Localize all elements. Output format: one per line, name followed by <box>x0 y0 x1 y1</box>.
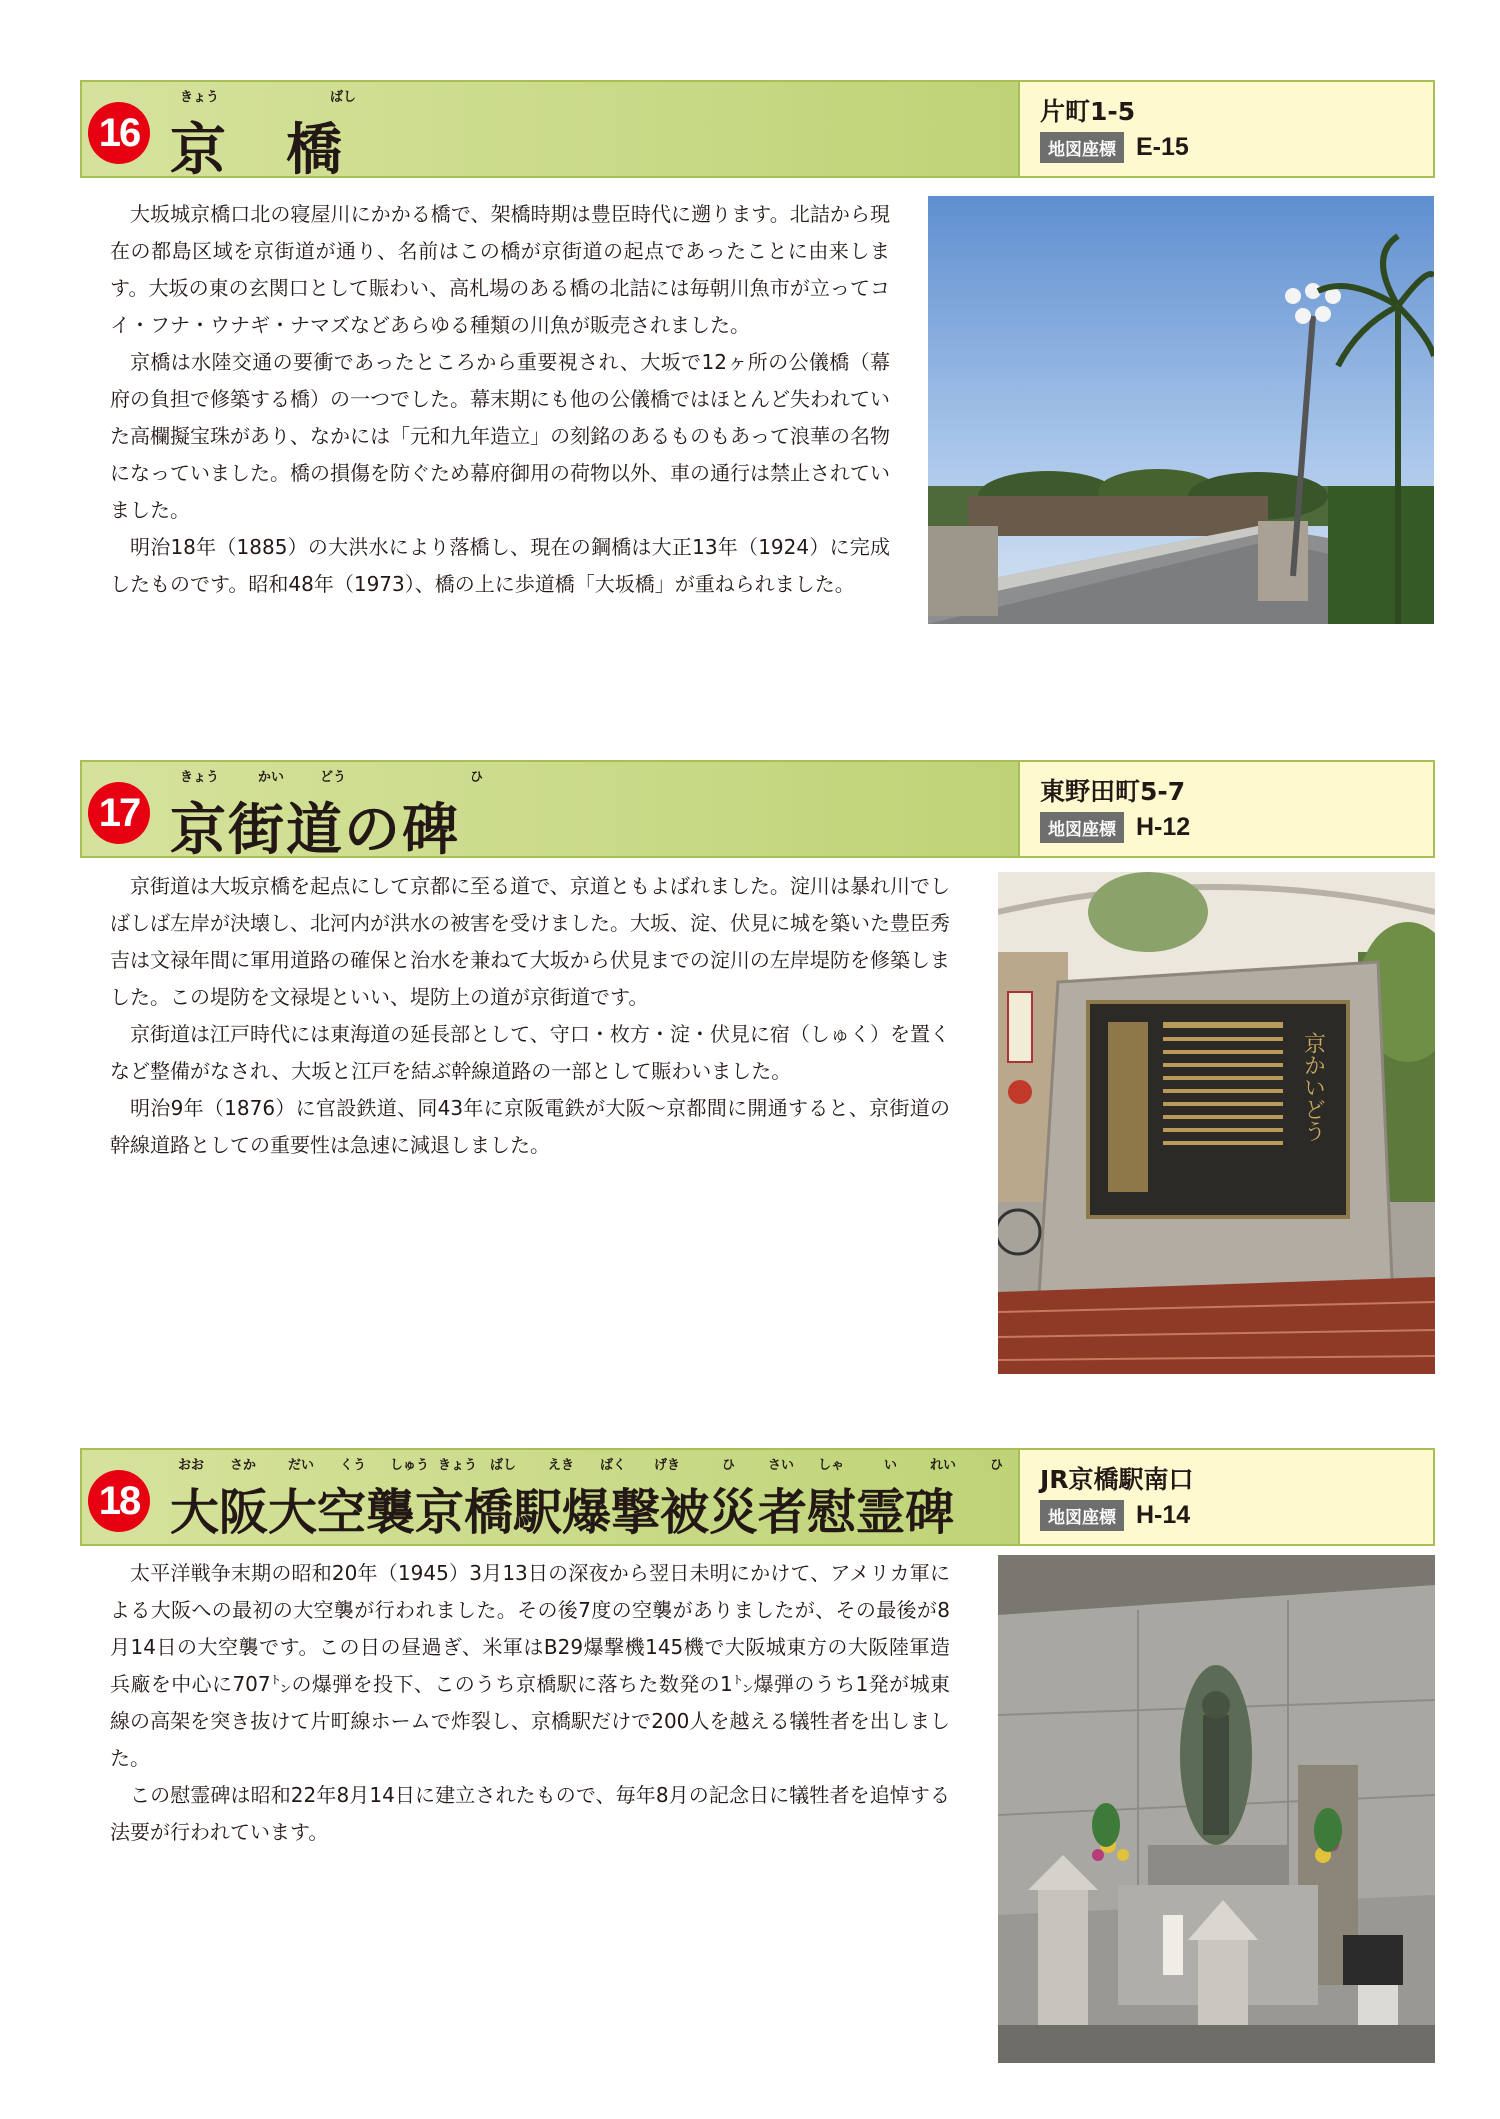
paragraph: 太平洋戦争末期の昭和20年（1945）3月13日の深夜から翌日未明にかけて、アメリカ軍による大阪への最初の大空襲が行われました。その後7度の空襲がありましたが、その最後が8月14日の大空襲です。この日の昼過ぎ、米軍はB29爆撃機145機で大阪城東方の大阪陸軍造兵廠を中心に707㌧の爆弾を投下、このうち京橋駅に落ちた数発の1㌧爆弾のうち1発が城東線の高架を突き抜けて片町線ホームで炸裂し、京橋駅だけで200人を越える犠牲者を出しました。 <box>110 1561 950 1770</box>
section-number-badge: 17 <box>88 782 150 844</box>
map-coordinate <box>1040 1500 1190 1531</box>
section-body <box>110 196 890 603</box>
address: JR京橋駅南口 <box>1040 1465 1194 1494</box>
section-title: 大阪大空襲京橋駅爆撃被災者慰霊碑 <box>170 1484 955 1541</box>
location-box <box>1018 762 1433 856</box>
ruby-text: い <box>884 1458 898 1473</box>
ruby-text: かい <box>258 770 285 785</box>
coord-value: E-15 <box>1136 133 1189 161</box>
paragraph: 明治18年（1885）の大洪水により落橋し、現在の鋼橋は大正13年（1924）に完成したものです。昭和48年（1973）、橋の上に歩道橋「大坂橋」が重ねられました。 <box>110 535 890 596</box>
ruby-text: さか <box>230 1458 257 1473</box>
ruby-text: れい <box>930 1458 957 1473</box>
section-number-badge: 18 <box>88 1470 150 1532</box>
section-title: 京 橋 <box>170 118 344 183</box>
ruby-text: どう <box>320 770 347 785</box>
coord-value: H-12 <box>1136 813 1191 841</box>
ruby-text: くう <box>340 1458 367 1473</box>
paragraph: 明治9年（1876）に官設鉄道、同43年に京阪電鉄が大阪～京都間に開通すると、京街道の幹線道路としての重要性は急速に減退しました。 <box>110 1096 950 1157</box>
coord-label: 地図座標 <box>1040 132 1124 163</box>
section-header <box>80 80 1435 183</box>
paragraph: 京街道は江戸時代には東海道の延長部として、守口・枚方・淀・伏見に宿（しゅく）を置くなど整備がなされ、大坂と江戸を結ぶ幹線道路の一部として賑わいました。 <box>110 1022 950 1083</box>
ruby-text: ひ <box>470 770 484 785</box>
section-header <box>80 1448 1435 1546</box>
map-coordinate <box>1040 812 1190 843</box>
ruby-text: さい <box>768 1458 795 1473</box>
ruby-text: ばし <box>490 1458 517 1473</box>
section-number-badge: 16 <box>88 102 150 164</box>
coord-label: 地図座標 <box>1040 1500 1124 1531</box>
address: 東野田町5-7 <box>1040 777 1186 806</box>
paragraph: 大坂城京橋口北の寝屋川にかかる橋で、架橋時期は豊臣時代に遡ります。北詰から現在の都島区域を京街道が通り、名前はこの橋が京街道の起点であったことに由来します。大坂の東の玄関口として賑わい、高札場のある橋の北詰には毎朝川魚市が立ってコイ・フナ・ウナギ・ナマズなどあらゆる種類の川魚が販売されました。 <box>110 202 890 337</box>
map-coordinate <box>1040 132 1189 163</box>
ruby-text: しゃ <box>818 1458 845 1473</box>
kyokaido-monument-photo <box>998 872 1435 1374</box>
ruby-text: おお <box>178 1458 205 1473</box>
ruby-text: しゅう <box>390 1458 430 1473</box>
ruby-text: きょう <box>180 90 220 105</box>
ruby-text: げき <box>654 1458 681 1473</box>
ruby-text: ひ <box>722 1458 736 1473</box>
memorial-monument-photo <box>998 1555 1435 2063</box>
location-box <box>1018 82 1433 176</box>
ruby-text: ばく <box>600 1458 627 1473</box>
ruby-text: ひ <box>990 1458 1004 1473</box>
section-body <box>110 868 950 1164</box>
coord-label: 地図座標 <box>1040 812 1124 843</box>
ruby-text: きょう <box>180 770 220 785</box>
ruby-text: きょう <box>438 1458 478 1473</box>
address: 片町1-5 <box>1040 97 1136 126</box>
section-header <box>80 760 1435 863</box>
monument-inscription: 京かいどう <box>1300 1032 1326 1142</box>
ruby-text: だい <box>288 1458 315 1473</box>
ruby-text: えき <box>548 1458 575 1473</box>
paragraph: この慰霊碑は昭和22年8月14日に建立されたもので、毎年8月の記念日に犠牲者を追悼する法要が行われています。 <box>110 1783 950 1844</box>
kyobashi-bridge-photo <box>928 196 1434 624</box>
ruby-text: ばし <box>330 90 357 105</box>
paragraph: 京街道は大坂京橋を起点にして京都に至る道で、京道ともよばれました。淀川は暴れ川でしばしば左岸が決壊し、北河内が洪水の被害を受けました。大坂、淀、伏見に城を築いた豊臣秀吉は文禄年間に軍用道路の確保と治水を兼ねて大坂から伏見までの淀川の左岸堤防を修築しました。この堤防を文禄堤といい、堤防上の道が京街道です。 <box>110 874 950 1009</box>
paragraph: 京橋は水陸交通の要衝であったところから重要視され、大坂で12ヶ所の公儀橋（幕府の負担で修築する橋）の一つでした。幕末期にも他の公儀橋ではほとんど失われていた高欄擬宝珠があり、なかには「元和九年造立」の刻銘のあるものもあって浪華の名物になっていました。橋の損傷を防ぐため幕府御用の荷物以外、車の通行は禁止されていました。 <box>110 350 890 522</box>
coord-value: H-14 <box>1136 1501 1191 1529</box>
section-body <box>110 1555 950 1851</box>
section-title: 京街道の碑 <box>170 798 460 863</box>
location-box <box>1018 1450 1433 1544</box>
